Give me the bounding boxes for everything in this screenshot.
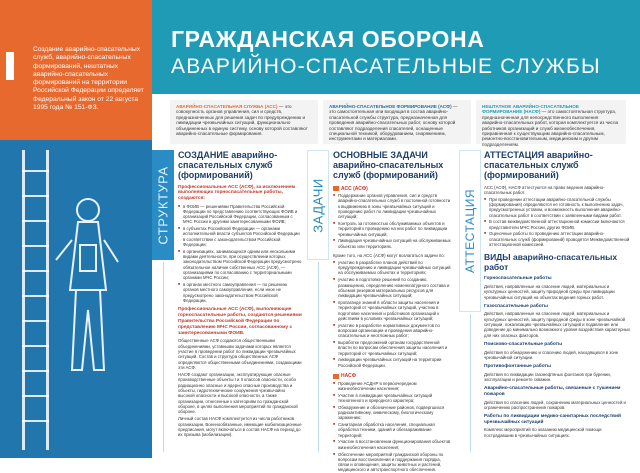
creation-lead: Профессиональные АСС (АСФ), за исключением выполняющих горноспасательные работы, создаются: — [178, 184, 295, 202]
tasks-bullet: ■ Поддержание органов управления, сил и средств аварийно-спасательных служб в постоянной готовности к выдвижению в зоны чрезвычайных ситуаций и проведению работ по ликвидации чрезвычайных ситуаций; — [333, 193, 453, 219]
side-label-attest-text: АТТЕСТАЦИЯ — [463, 188, 478, 274]
definition-nasf — [476, 100, 626, 147]
side-label-tasks — [307, 150, 329, 260]
tasks-bullet: ■ участию в подготовке решений по созданию, размещению, определению номенклатурного состава и объемов резервов материальных ресурсов для ликвидации чрезвычайных ситуаций; — [333, 277, 453, 298]
definition-nasf-term: НЕШТАТНОЕ АВАРИЙНО-СПАСАТЕЛЬНОЕ ФОРМИРОВАНИЕ (НАСФ) — [482, 104, 579, 115]
creation-para-public: Общественные АСФ создаются общественными объединениями, уставными задачами которых является участие в проведении работ по ликвидации чрезвычайных ситуаций. Состав и структура общественных АСФ определяются общественными объединениями, создающими эти АСФ. — [178, 338, 302, 370]
work-type-text: Действия по ликвидации газонефтяных фонтанов при бурении, эксплуатации и ремонте скважин. — [484, 371, 611, 383]
tasks-bullet: ■ пропаганде знаний в области защиты населения и территорий от чрезвычайных ситуаций, участию в подготовке населения и работников организаций к действиям в условиях чрезвычайных ситуаций; — [333, 300, 453, 321]
column-attestation — [484, 150, 632, 450]
creation-lead-mining: Профессиональные АСС (АСФ), выполняющие горноспасательные работы, создаются решениями Правительства Российской Федерации по представлению МЧС России, согласованному с заинтересованными ФОИВ. — [178, 307, 302, 336]
column-tasks — [333, 150, 453, 473]
tasks-bullet: ■ Ликвидация чрезвычайных ситуаций на обслуживаемых объектах или территориях. — [333, 238, 453, 249]
tasks-bullet: ■ Санитарная обработка населения, специальная обработка техники, зданий и обеззараживание территорий; — [333, 422, 453, 438]
tag-marker — [333, 186, 339, 191]
tasks-divider — [318, 262, 319, 452]
attest-heading: АТТЕСТАЦИЯ аварийно-спасательных служб (формирований) — [484, 150, 593, 181]
tasks-tag-nasf — [333, 373, 453, 379]
creation-para-nasf: НАСФ создают организации, эксплуатирующие опасные производственные объекты I и II классов опасности, особо радиационно опасные и ядерно опасные производства и объекты, гидротехнические сооружения чрезвычайно высокой опасности и высокой опасности, а также организации, отнесенные к категориям по гражданской обороне, в целях выполнения мероприятий по гражданской обороне. — [178, 372, 298, 415]
work-type-title: Работы по ликвидации медико-санитарных последствий чрезвычайных ситуаций — [484, 414, 621, 425]
work-type-title: Поисково-спасательные работы — [484, 341, 563, 347]
creation-bullet: ■ в органах местного самоуправления — по решению органов местного самоуправления, если иное не предусмотрено законодательством Российской Федерации. — [178, 282, 302, 303]
tasks-bullet: ■ Участие в восстановлении функционирования объектов жизнеобеспечения населения; — [333, 439, 453, 450]
ladder-illustration — [20, 150, 54, 450]
tasks-bullet: ■ участию в разработке планов действий по предупреждению и ликвидации чрезвычайных ситуаций на обслуживаемых объектах и территориях; — [333, 260, 453, 276]
tasks-tag-asc — [333, 186, 453, 192]
creation-bullet: ■ в организациях, занимающихся одним или несколькими видами деятельности, при осуществлении которых законодательством Российской Федерации предусмотрено обязательное наличие собственных АСС (АСФ), — организациями по согласованию с территориальными органами МЧС России; — [178, 249, 302, 281]
tasks-bullet: ■ Обеспечение мероприятий гражданской обороны по вопросам восстановления и поддержания порядка, связи и оповещения, защиты животных и растений, медицинского и автотранспортного обеспечения. — [333, 452, 453, 473]
attest-bullet: ■ При проведении аттестации аварийно-спасательной службы (формирования) определяются ее готовность к выполнению задач, предусмотренных уставом, и возможность выполнения аварийно-спасательных работ в соответствии с заявленными видами работ. — [484, 197, 632, 218]
title-line1: ГРАЖДАНСКАЯ ОБОРОНА — [171, 26, 485, 52]
definition-asc-term: АВАРИЙНО-СПАСАТЕЛЬНАЯ СЛУЖБА (АСС) — [176, 104, 278, 109]
work-type-text: Действия, направленные на спасение людей, материальных и культурных ценностей, защиту природной среды в зоне чрезвычайной ситуации, локализацию чрезвычайных ситуаций и подавление или доведение до минимально возможного уровня воздействия характерных для них опасных факторов. — [484, 311, 631, 338]
creation-heading: СОЗДАНИЕ аварийно-спасательных служб (формирований) — [178, 150, 278, 181]
tasks-bullet: ■ Контроль за готовностью обслуживаемых объектов и территорий к проведению на них работ по ликвидации чрезвычайных ситуаций; — [333, 221, 453, 237]
tasks-heading: ОСНОВНЫЕ ЗАДАЧИ аварийно-спасательных служб (формирований) — [333, 150, 444, 181]
creation-bullet: ■ в субъектах Российской Федерации — органами исполнительной власти субъектов Российской Федерации в соответствии с законодательством Российской Федерации; — [178, 226, 302, 247]
title-line2: АВАРИЙНО-СПАСАТЕЛЬНЫЕ СЛУЖБЫ — [171, 55, 601, 78]
side-label-attest — [459, 150, 481, 312]
definition-pasf — [323, 100, 471, 144]
tasks-lead: Кроме того, на АСС (АСФ) могут возлагаться задачи по: — [333, 253, 445, 259]
definition-pasf-text: — это самостоятельная или входящая в состав аварийно-спасательной службы структура, предназначенная для проведения аварийно-спасательных работ, основу которой составляют подразделения спасателей, оснащенные специальной техникой, оборудованием, снаряжением, инструментами и материалами. — [329, 104, 458, 142]
intro-text: Создание аварийно-спасательных служб, аварийно-спасательных формирований, нештатных аварийно-спасательных формирований на территории Российской Федерации определяет Федеральный закон от 22 августа 1995 года № 151-ФЗ. — [33, 46, 144, 112]
creation-bullet: ■ в ФОИВ — решениями Правительства Российской Федерации по представлению соответствующих ФОИВ и организаций Российской Федерации, согласованным с МЧС России и другими заинтересованными ФОИВ; — [178, 204, 302, 225]
work-type-text: Действия, направленные на спасение людей, материальных и культурных ценностей, защиту природной среды при ликвидации чрезвычайных ситуаций на объектах ведения горных работ. — [484, 283, 615, 300]
tasks-bullet: ■ ликвидации чрезвычайных ситуаций на территории Российской Федерации. — [333, 357, 453, 368]
work-type-title: Горноспасательные работы — [484, 276, 552, 282]
work-types-heading: ВИДЫ аварийно-спасательных работ — [484, 252, 618, 272]
tasks-tag-nasf-text: НАСФ — [341, 373, 356, 380]
work-type-title: Противофонтанные работы — [484, 364, 551, 370]
side-label-structure-text: СТРУКТУРА — [155, 165, 171, 245]
tasks-bullet: ■ выработке предложений органам государственной власти по вопросам обеспечения защиты населения и территорий от чрезвычайных ситуаций; — [333, 340, 453, 356]
side-label-tasks-text: ЗАДАЧИ — [310, 177, 326, 233]
work-type-text: Комплекс мероприятий по оказанию медицинской помощи пострадавшим в чрезвычайных ситуациях. — [484, 427, 602, 438]
intro-panel — [0, 0, 152, 140]
definition-asc-text: — это совокупность органов управления, сил и средств, предназначенных для решения задач по предупреждению и ликвидации чрезвычайных ситуаций, функционально объединенных в единую систему, основу которой составляют аварийно-спасательные формирования. — [176, 104, 308, 137]
definition-nasf-text: — это самостоятельная структура, предназначенная для непосредственного выполнения аварийно-спасательных работ, которая комплектуется из числа работников организаций и служб жизнеобеспечения, приравненная к существующим аварийно-спасательным, ремонтно-восстановительным, медицинским и другим подразделениям. — [482, 109, 619, 147]
rescuer-icon — [20, 150, 150, 450]
work-type-text: Действия по обнаружению и спасению людей, находящихся в зоне чрезвычайной ситуации. — [484, 349, 619, 360]
tasks-bullet: ■ участию в разработке нормативных документов по вопросам организации и проведения аварийно-спасательных и неотложных работ; — [333, 323, 453, 339]
definition-pasf-term: АВАРИЙНО-СПАСАТЕЛЬНОЕ ФОРМИРОВАНИЕ (АСФ) — [329, 104, 452, 109]
creation-para-staff: Личный состав НАСФ комплектуется из числа работников организации. Военнообязанные, имеющие мобилизационные предписания, могут включаться в состав НАСФ на период до их призыва (мобилизации). — [178, 416, 302, 438]
attest-divider — [470, 314, 471, 452]
structure-divider — [163, 262, 164, 452]
header-banner — [152, 0, 640, 94]
tasks-bullet: ■ Проведение АСДНР в первоочередном жизнеобеспечении населения; — [333, 381, 453, 392]
attest-bullet: ■ Оценочные работы по проведению аттестации аварийно-спасательных служб (формирований) проводятся Межведомственной аттестационной комиссией. — [484, 231, 632, 247]
tasks-tag-asc-text: АСС (АСФ) — [341, 185, 368, 192]
work-type-title: Аварийно-спасательные работы, связанные с тушением пожаров — [484, 386, 621, 397]
tasks-bullet: ■ Обнаружение и обозначение районов, подвергшихся радиоактивному, химическому, биологическому заражению; — [333, 405, 453, 421]
intro-accent-bar — [6, 52, 14, 80]
side-label-structure — [152, 150, 174, 260]
column-creation — [178, 150, 302, 450]
work-type-text: Действия по спасению людей, сохранению материальных ценностей и ограничению распространения пожаров. — [484, 399, 626, 410]
definition-asc — [170, 100, 318, 144]
tasks-bullet: ■ Участие в ликвидации чрезвычайных ситуаций техногенного и природного характера; — [333, 393, 453, 404]
work-type-title: Газоспасательные работы — [484, 303, 548, 309]
attest-intro: АСС (АСФ), НАСФ аттестуются на право ведения аварийно-спасательных работ. — [484, 184, 605, 195]
attest-bullet: ■ В состав межведомственной аттестационной комиссии включаются представители МЧС России, других ФОИВ. — [484, 219, 632, 230]
tag-marker — [333, 374, 339, 379]
